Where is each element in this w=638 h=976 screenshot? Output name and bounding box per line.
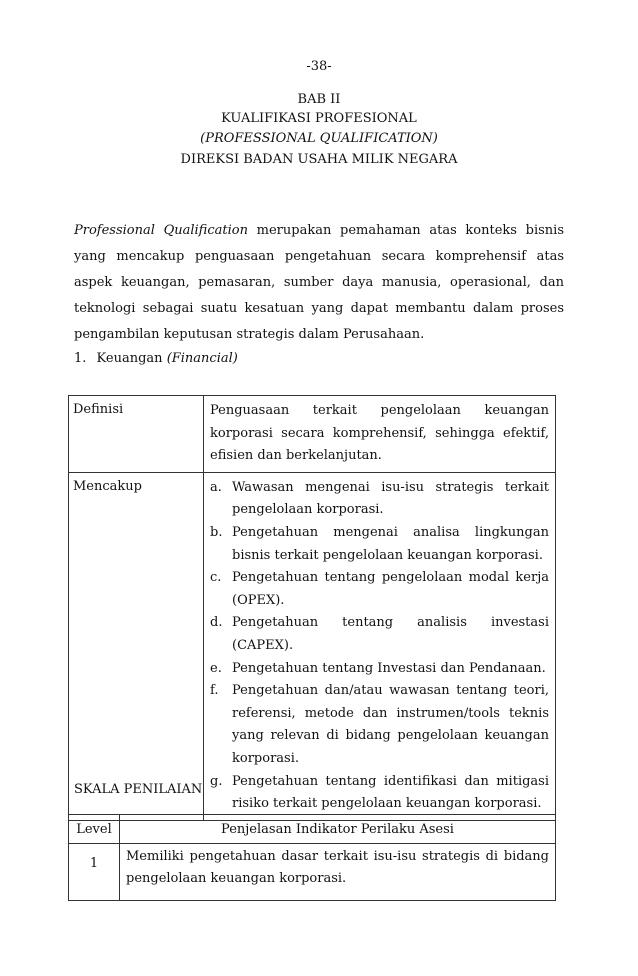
description-column-header: Penjelasan Indikator Perilaku Asesi: [120, 815, 556, 844]
chapter-label: BAB II: [297, 92, 341, 107]
list-item-text: Pengetahuan mengenai analisa lingkungan bisnis terkait pengelolaan keuangan korporasi.: [232, 524, 549, 563]
list-item-text: Pengetahuan tentang identifikasi dan mitigasi risiko terkait pengelolaan keuangan korporasi.: [232, 773, 549, 812]
chapter-subtitle: (PROFESSIONAL QUALIFICATION): [200, 131, 438, 146]
list-marker: e.: [210, 660, 222, 676]
section-title-en: (Financial): [166, 351, 238, 366]
mencakup-list: [210, 477, 549, 816]
list-item: [210, 680, 549, 770]
list-item: [210, 522, 549, 567]
list-item: [210, 567, 549, 612]
definisi-text: Penguasaan terkait pengelolaan keuangan korporasi secara komprehensif, sehingga efektif, efisien dan berkelanjutan.: [210, 403, 549, 464]
list-item-text: Pengetahuan tentang pengelolaan modal kerja (OPEX).: [232, 570, 549, 608]
scale-table: [68, 814, 556, 901]
list-marker: c.: [210, 570, 222, 586]
list-item-text: Pengetahuan tentang Investasi dan Pendanaan.: [232, 660, 546, 676]
section-heading: [74, 351, 238, 366]
table-row: [69, 472, 556, 820]
list-marker: d.: [210, 615, 223, 631]
definition-table: [68, 395, 556, 821]
list-item-text: Wawasan mengenai isu-isu strategis terkait pengelolaan korporasi.: [232, 479, 549, 518]
list-item: [210, 658, 549, 681]
list-item: [210, 477, 549, 522]
level-column-header: Level: [69, 815, 120, 844]
level-cell: 1: [69, 844, 120, 901]
table-row: [69, 844, 556, 901]
list-marker: b.: [210, 524, 223, 540]
list-marker: f.: [210, 683, 219, 699]
intro-text: merupakan pemahaman atas konteks bisnis yang mencakup penguasaan pengetahuan secara komprehensif atas aspek keuangan, pemasaran, sumber daya manusia, operasional, dan teknologi sebagai suatu kesatuan yang dapat membantu dalam proses pengambilan keputusan strategis dalam Perusahaan.: [74, 223, 564, 342]
page-number: -38-: [306, 59, 332, 74]
scale-heading: SKALA PENILAIAN: [74, 782, 203, 797]
chapter-title: KUALIFIKASI PROFESIONAL: [221, 111, 417, 126]
list-item-text: Pengetahuan dan/atau wawasan tentang teori, referensi, metode dan instrumen/tools teknis yang relevan di bidang pengelolaan keuangan korporasi.: [232, 683, 549, 766]
description-cell: Memiliki pengetahuan dasar terkait isu-isu strategis di bidang pengelolaan keuangan korporasi.: [120, 844, 556, 901]
table-header-row: [69, 815, 556, 844]
section-title: Keuangan: [96, 351, 163, 366]
definisi-label: Definisi: [69, 396, 204, 473]
intro-paragraph: [74, 218, 564, 348]
list-item-text: Pengetahuan tentang analisis investasi (CAPEX).: [232, 615, 549, 653]
list-item: [210, 771, 549, 816]
section-number: 1.: [74, 351, 87, 366]
mencakup-label: Mencakup: [69, 472, 204, 820]
list-item: [210, 612, 549, 657]
list-marker: g.: [210, 773, 223, 789]
list-marker: a.: [210, 479, 222, 495]
intro-lead: Professional Qualification: [74, 223, 248, 238]
table-row: [69, 396, 556, 473]
organization-title: DIREKSI BADAN USAHA MILIK NEGARA: [180, 152, 458, 167]
